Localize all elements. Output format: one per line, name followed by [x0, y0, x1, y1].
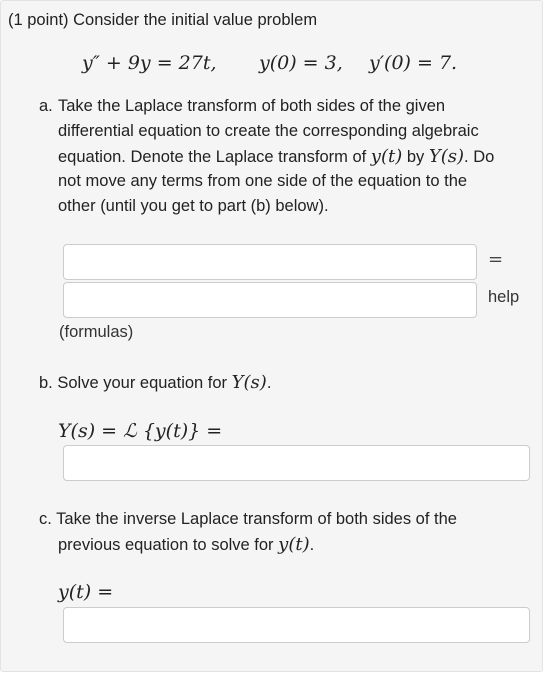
part-c-period: .	[309, 536, 315, 554]
part-b-answer-input[interactable]	[63, 445, 530, 481]
problem-header	[8, 8, 317, 33]
ivp-equation: y″ + 9y = 27t,	[82, 52, 217, 74]
part-a-line-5: other (until you get to part (b) below).	[58, 197, 329, 215]
part-b-formula: Y(s) = ℒ {y(t)} =	[58, 420, 223, 442]
formulas-link[interactable]: (formulas)	[59, 323, 134, 341]
part-c-text-1: Take the inverse Laplace transform of both sides of the	[56, 510, 457, 528]
equals-sign: =	[488, 249, 504, 270]
part-a-line-2: differential equation to create the corresponding algebraic	[58, 122, 479, 140]
part-b-period: .	[266, 374, 272, 392]
part-b-Ys: Y(s)	[231, 372, 267, 393]
points-label: (1 point)	[8, 11, 69, 29]
part-c-text-2: previous equation to solve for	[58, 536, 274, 554]
help-link[interactable]: help	[488, 288, 520, 306]
laplace-rhs-input[interactable]	[63, 282, 477, 318]
part-b-text: Solve your equation for	[57, 374, 228, 392]
do-text: . Do	[464, 148, 495, 166]
part-b-prompt	[39, 370, 271, 396]
part-c-label: c.	[39, 510, 52, 528]
part-a-line-4: not move any terms from one side of the equation to the	[58, 172, 468, 190]
ivp-condition-1: y(0) = 3,	[259, 52, 343, 74]
intro-text: Consider the initial value problem	[73, 11, 318, 29]
part-c-formula: y(t) =	[58, 581, 114, 603]
Ys-symbol: Y(s)	[428, 146, 465, 167]
yt-symbol: y(t)	[370, 146, 403, 167]
part-c-yt: y(t)	[278, 534, 310, 555]
part-c-line-1	[39, 507, 457, 532]
ivp-condition-2: y′(0) = 7.	[369, 52, 458, 74]
part-c-line-2	[58, 532, 314, 558]
part-a-label: a.	[39, 97, 53, 115]
part-a-line-1: Take the Laplace transform of both sides of the given	[58, 97, 446, 115]
part-a-line-3-text: equation. Denote the Laplace transform of	[58, 148, 367, 166]
part-b-label: b.	[39, 374, 53, 392]
by-text: by	[406, 148, 425, 166]
part-a-line-3	[58, 144, 494, 170]
laplace-lhs-input[interactable]	[63, 244, 477, 280]
part-c-answer-input[interactable]	[63, 607, 530, 643]
